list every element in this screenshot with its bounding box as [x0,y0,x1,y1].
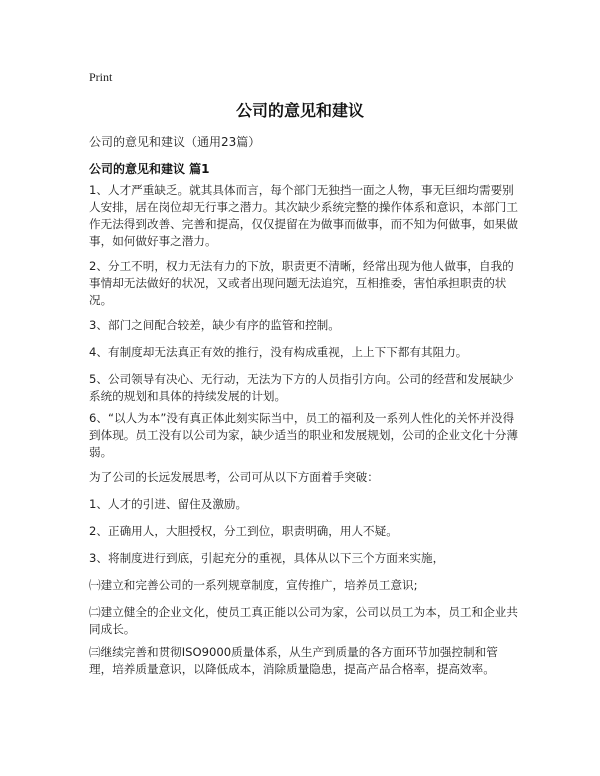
paragraph: 4、有制度却无法真正有效的推行，没有构成重视，上上下下都有其阻力。 [89,345,468,359]
paragraph: 2、正确用人，大胆授权，分工到位，职责明确，用人不疑。 [89,524,398,538]
paragraph: 3、将制度进行到底，引起充分的重视，具体从以下三个方面来实施， [89,551,445,565]
paragraph: ㈡建立健全的企业文化，使员工真正能以公司为家，公司以员工为本，员工和企业共同成长。 [89,605,518,636]
section-heading: 公司的意见和建议 篇1 [89,162,210,176]
paragraph: 2、分工不明，权力无法有力的下放，职责更不清晰，经常出现为他人做事，自我的事情却无法做好的状况，又或者出现问题无法追究，互相推委，害怕承担职责的状况。 [89,259,514,307]
page-title: 公司的意见和建议 [235,101,364,120]
paragraph: 1、人才严重缺乏。就其具体而言，每个部门无独挡一面之人物，事无巨细均需要别人安排，居在岗位却无行事之潜力。其次缺少系统完整的操作体系和意识，本部门工作无法得到改善、完善和提高，仅仅提留在为做事而做事，而不知为何做事，如果做事，如何做好事之潜力。 [89,183,518,248]
paragraph: 5、公司领导有决心、无行动，无法为下方的人员指引方向。公司的经营和发展缺少系统的规划和具体的持续发展的计划。 [89,372,514,403]
paragraph: 6、“以人为本”没有真正体此刻实际当中，员工的福利及一系列人性化的关怀并没得到体现。员工没有以公司为家，缺少适当的职业和发展规划，公司的企业文化十分薄弱。 [89,411,518,459]
paragraph: ㈠建立和完善公司的一系列规章制度，宣传推广，培养员工意识; [89,578,418,592]
print-link[interactable]: Print [89,70,113,84]
paragraph: 3、部门之间配合较差，缺少有序的监管和控制。 [89,318,340,332]
paragraph: 1、人才的引进、留住及激励。 [89,497,248,511]
document-subtitle: 公司的意见和建议（通用23篇） [89,135,261,149]
paragraph: ㈢继续完善和贯彻ISO9000质量体系，从生产到质量的各方面环节加强控制和管理，培养质量意识，以降低成本，消除质量隐患，提高产品合格率，提高效率。 [89,645,498,676]
paragraph: 为了公司的长远发展思考，公司可从以下方面着手突破： [89,470,379,484]
